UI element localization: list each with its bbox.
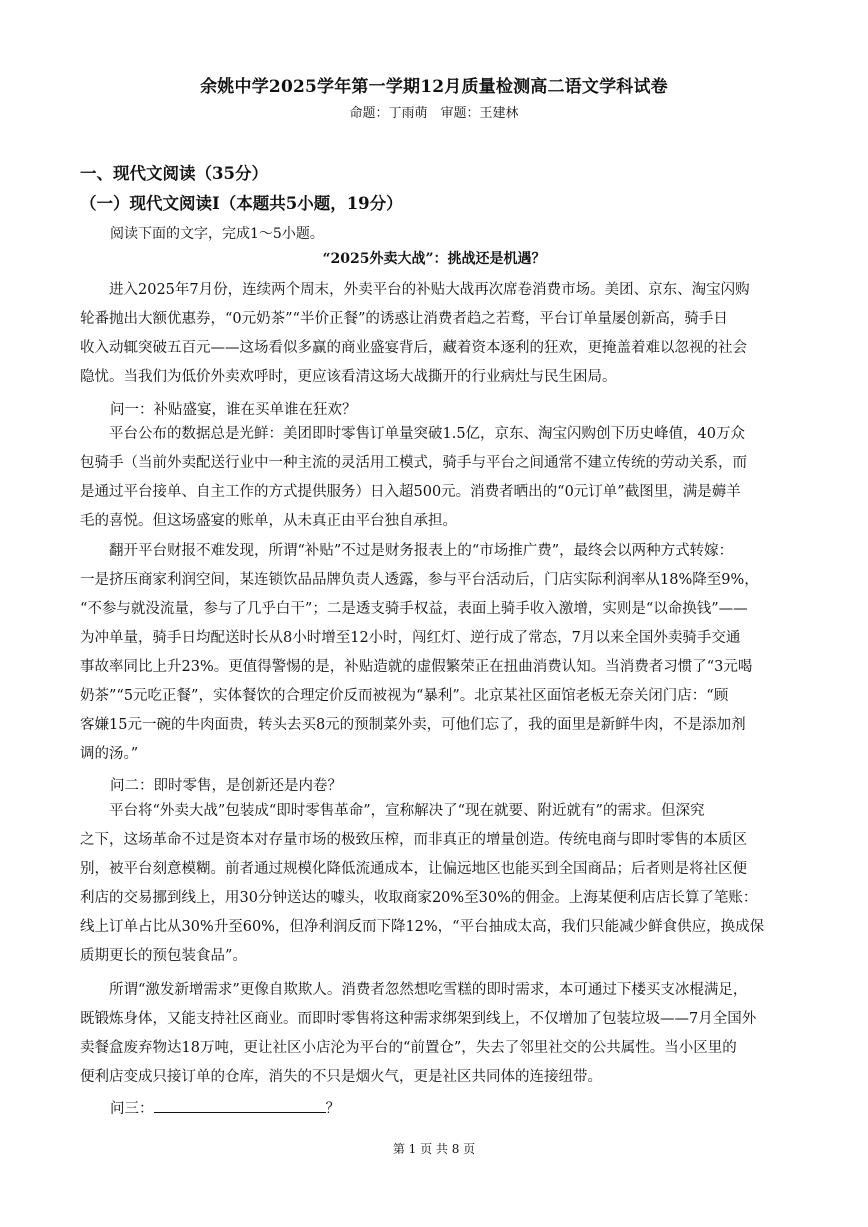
text-line: 事故率同比上升23%。更值得警惕的是，补贴造就的虚假繁荣正在扭曲消费认知。当消费者习惯了“3元喝 (80, 659, 753, 675)
text-line: 既锻炼身体，又能支持社区商业。而即时零售将这种需求绑架到线上，不仅增加了包装垃圾——7月全国外 (80, 1011, 757, 1027)
text-line: 进入2025年7月份，连续两个周末，外卖平台的补贴大战再次席卷消费市场。美团、京东、淘宝闪购 (109, 282, 750, 298)
subsection-heading: （一）现代文阅读Ⅰ（本题共5小题，19分） (80, 194, 403, 213)
text-line: 隐忧。当我们为低价外卖欢呼时，更应该看清这场大战撕开的行业病灶与民生困局。 (80, 369, 617, 385)
paragraph-1 (80, 276, 788, 392)
paragraph-2 (80, 420, 788, 536)
text-line: 客嫌15元一碗的牛肉面贵，转头去买8元的预制菜外卖，可他们忘了，我的面里是新鲜牛肉，不是添加剂 (80, 717, 746, 733)
text-line: 轮番抛出大额优惠券，“0元奶茶”“半价正餐”的诱惑让消费者趋之若鹜，平台订单量屡创新高，骑手日 (80, 311, 728, 327)
text-line: 平台公布的数据总是光鲜：美团即时零售订单量突破1.5亿，京东、淘宝闪购创下历史峰值，40万众 (109, 426, 746, 442)
text-line: 线上订单占比从30%升至60%，但净利润反而下降12%，“平台抽成太高，我们只能减少鲜食供应，换成保 (80, 919, 765, 935)
question-heading-2: 问二：即时零售，是创新还是内卷？ (110, 778, 342, 794)
text-line: 之下，这场革命不过是资本对存量市场的极致压榨，而非真正的增量创造。传统电商与即时零售的本质区 (80, 832, 747, 848)
exam-title: 余姚中学2025学年第一学期12月质量检测高二语文学科试卷 (200, 77, 668, 97)
question-3-suffix: ？ (325, 1101, 340, 1117)
text-line: 收入动辄突破五百元——这场看似多赢的商业盛宴背后，藏着资本逐利的狂欢，更掩盖着难以忽视的社会 (80, 340, 747, 356)
text-line: 调的汤。” (80, 746, 139, 762)
paragraph-5 (80, 976, 788, 1092)
question-3-prefix: 问三： (110, 1101, 154, 1117)
text-line: 为冲单量，骑手日均配送时长从8小时增至12小时，闯红灯、逆行成了常态，7月以来全国外卖骑手交通 (80, 630, 741, 646)
text-line: 便利店变成只接订单的仓库，消失的不只是烟火气，更是社区共同体的连接纽带。 (80, 1069, 602, 1085)
text-line: 平台将“外卖大战”包装成“即时零售革命”，宣称解决了“现在就要、附近就有”的需求。但深究 (109, 803, 705, 819)
reading-instruction: 阅读下面的文字，完成1～5小题。 (110, 226, 324, 242)
text-line: “不参与就没流量，参与了几乎白干”；二是透支骑手权益，表面上骑手收入激增，实则是“以命换钱”—— (80, 601, 748, 617)
text-line: 一是挤压商家利润空间，某连锁饮品品牌负责人透露，参与平台活动后，门店实际利润率从18%降至9%， (80, 572, 759, 588)
question-heading-1: 问一：补贴盛宴，谁在买单谁在狂欢？ (110, 402, 357, 418)
text-line: 别，被平台刻意模糊。前者通过规模化降低流通成本，让偏远地区也能买到全国商品；后者则是将社区便 (80, 861, 747, 877)
text-line: 奶茶”“5元吃正餐”，实体餐饮的合理定价反而被视为“暴利”。北京某社区面馆老板无奈关闭门店：“顾 (80, 688, 729, 704)
section-heading: 一、现代文阅读（35分） (80, 164, 268, 183)
exam-authors: 命题：丁雨萌 审题：王建林 (349, 106, 519, 121)
article-title: “2025外卖大战”：挑战还是机遇？ (322, 251, 546, 267)
question-heading-3 (110, 1097, 340, 1118)
page-number: 第 1 页 共 8 页 (392, 1142, 476, 1156)
text-line: 翻开平台财报不难发现，所谓“补贴”不过是财务报表上的“市场推广费”，最终会以两种方式转嫁： (109, 543, 734, 559)
text-line: 毛的喜悦。但这场盛宴的账单，从未真正由平台独自承担。 (80, 513, 457, 529)
text-line: 卖餐盒废弃物达18万吨，更让社区小店沦为平台的“前置仓”，失去了邻里社交的公共属性。当小区里的 (80, 1040, 737, 1056)
question-3-blank (154, 1098, 326, 1113)
paragraph-3 (80, 537, 788, 769)
text-line: 利店的交易挪到线上，用30分钟送达的噱头，收取商家20%至30%的佣金。上海某便利店店长算了笔账： (80, 890, 758, 906)
text-line: 所谓“激发新增需求”更像自欺欺人。消费者忽然想吃雪糕的即时需求，本可通过下楼买支冰棍满足， (109, 982, 748, 998)
text-line: 包骑手（当前外卖配送行业中一种主流的灵活用工模式，骑手与平台之间通常不建立传统的劳动关系，而 (80, 455, 747, 471)
text-line: 是通过平台接单、自主工作的方式提供服务）日入超500元。消费者晒出的“0元订单”截图里，满是薅羊 (80, 484, 741, 500)
text-line: 质期更长的预包装食品”。 (80, 948, 247, 964)
paragraph-4 (80, 797, 788, 971)
